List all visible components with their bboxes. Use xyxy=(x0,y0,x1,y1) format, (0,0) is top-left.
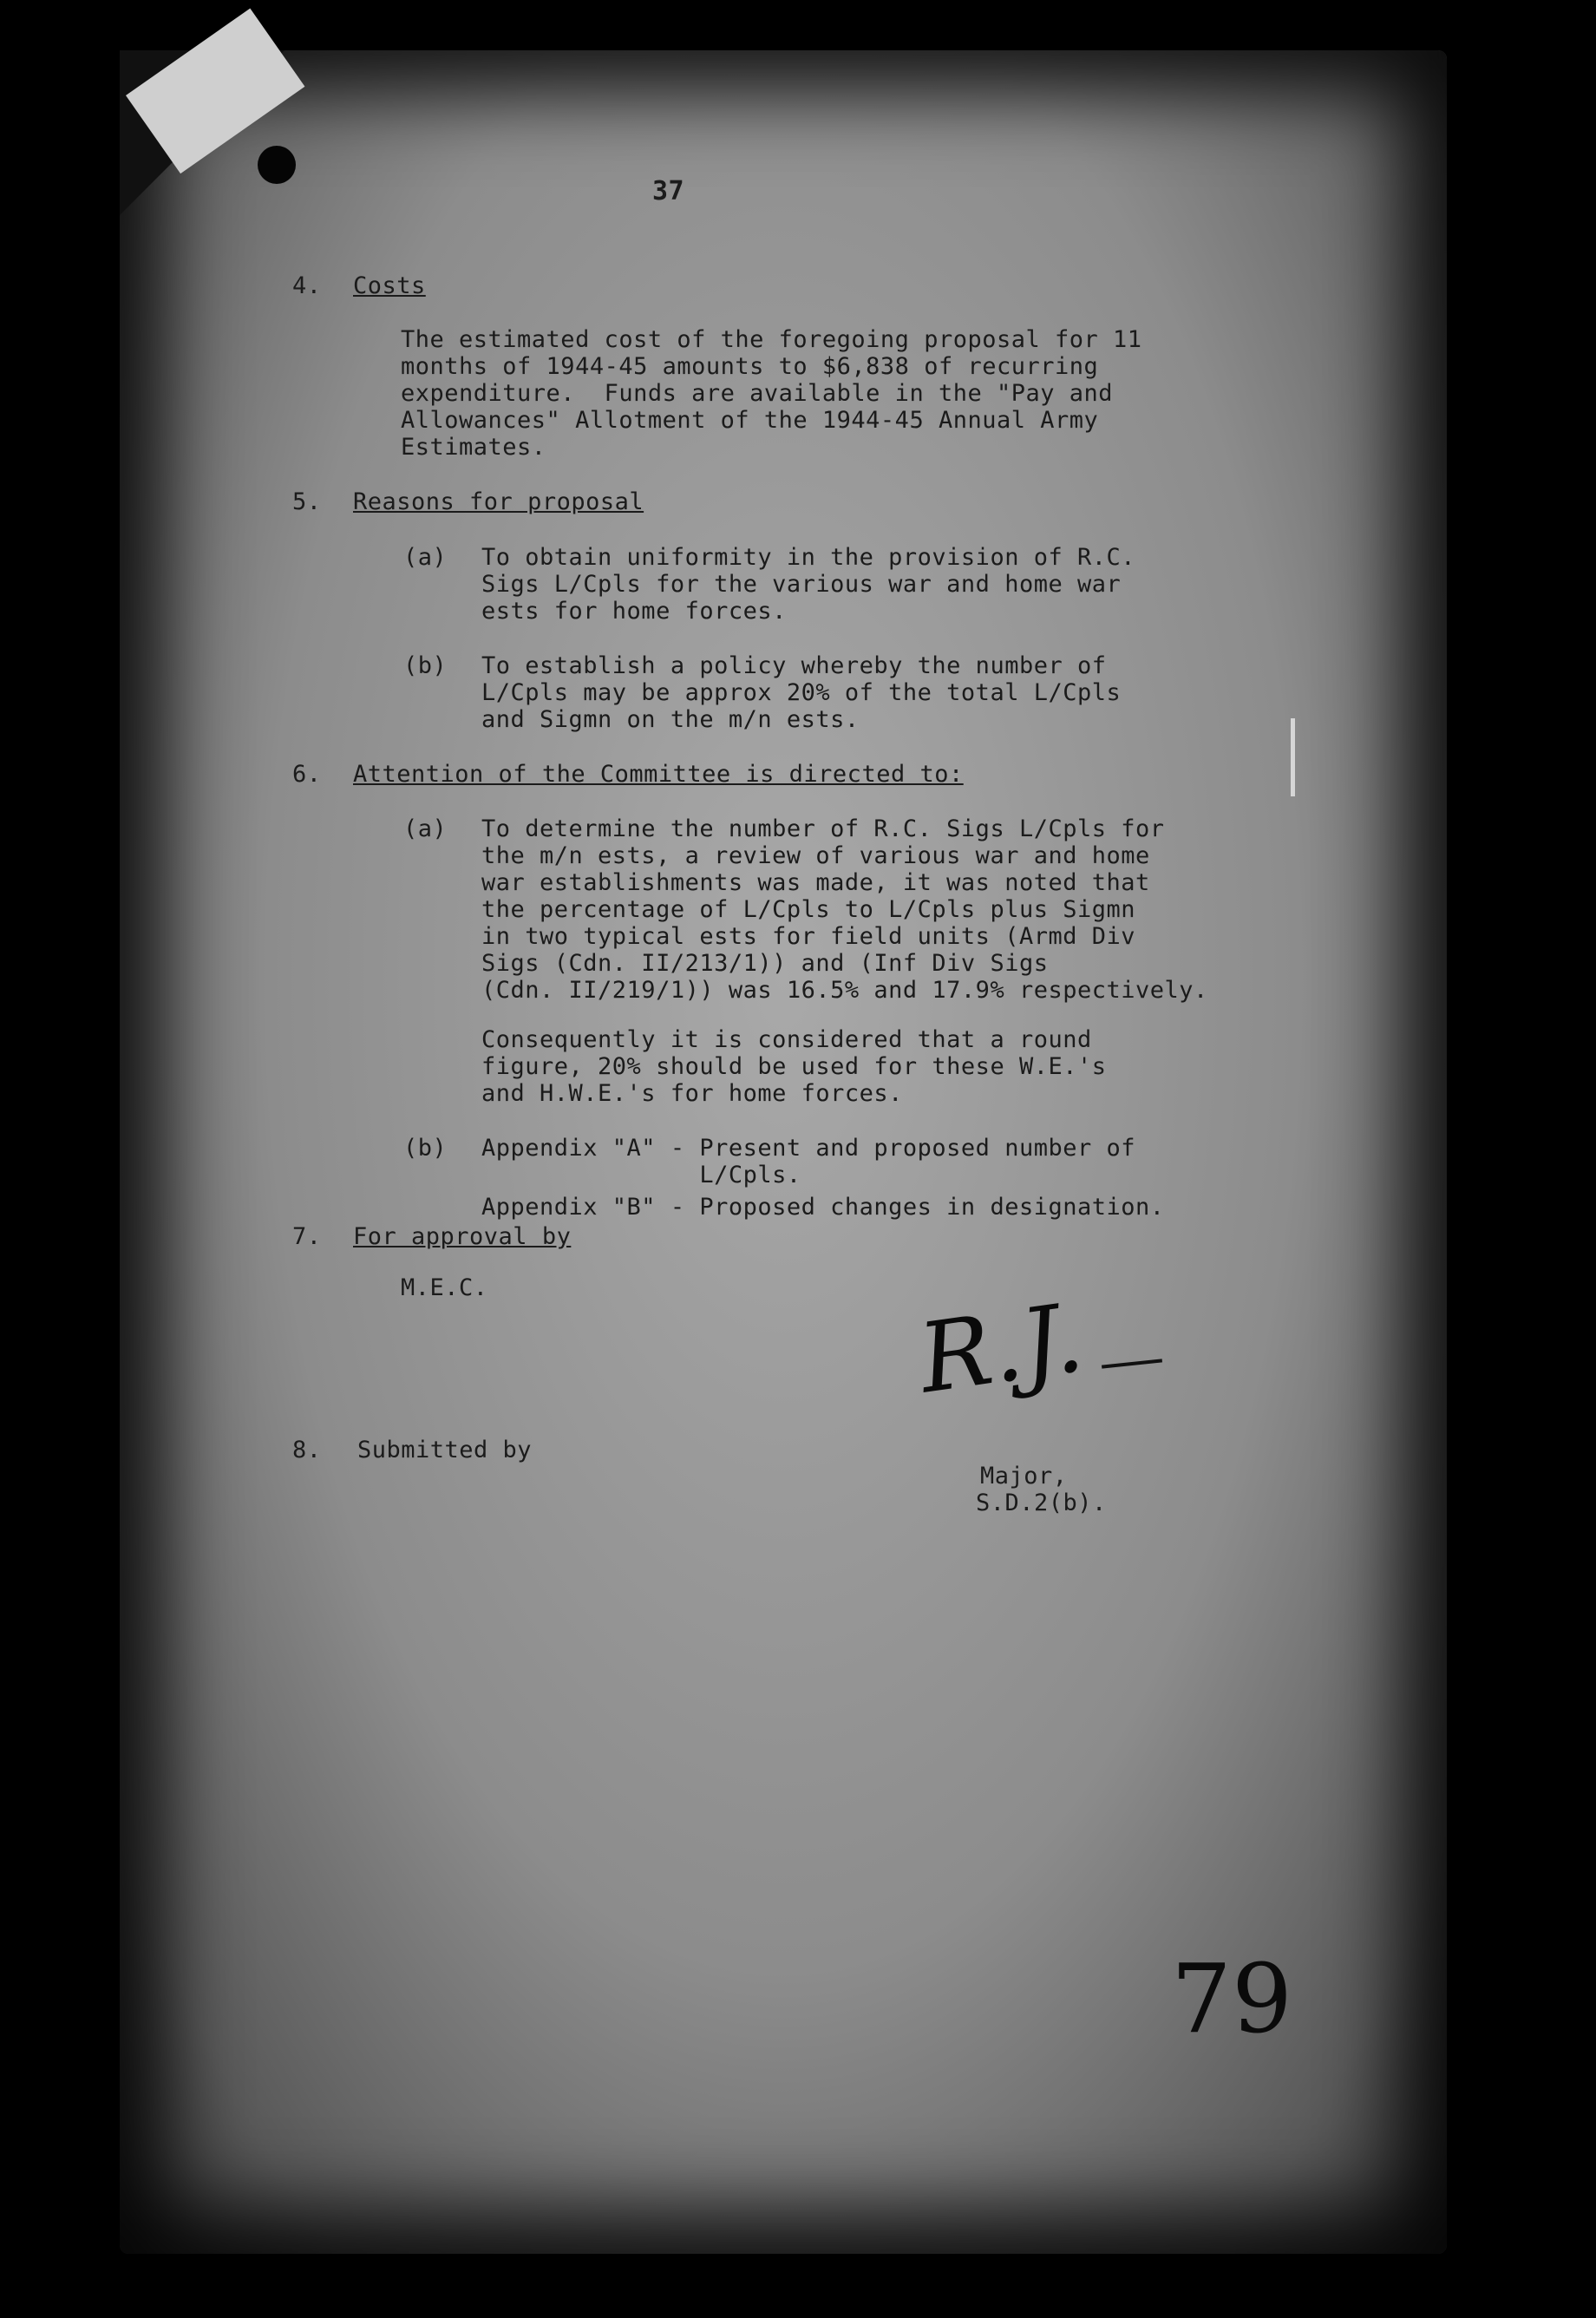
section-number: 7. xyxy=(292,1223,322,1250)
appendix-line: Appendix "A" - Present and proposed number of xyxy=(481,1135,1135,1162)
section-heading-costs: Costs xyxy=(353,272,426,299)
page-number: 37 xyxy=(652,176,685,206)
costs-line: The estimated cost of the foregoing proposal for 11 xyxy=(401,326,1142,353)
item-label: (a) xyxy=(403,815,448,842)
section-number: 8. xyxy=(292,1437,322,1463)
conclusion-line: figure, 20% should be used for these W.E.'s xyxy=(481,1053,1107,1080)
handwritten-signature: R.J. xyxy=(912,1281,1090,1415)
section-number: 5. xyxy=(292,488,322,515)
approver: M.E.C. xyxy=(401,1274,488,1301)
costs-line: expenditure. Funds are available in the "Pay and xyxy=(401,380,1114,407)
submitted-by-label: Submitted by xyxy=(357,1437,533,1463)
reason-line: To establish a policy whereby the number of xyxy=(481,652,1107,679)
signatory-rank: Major, xyxy=(980,1463,1068,1490)
reason-line: and Sigmn on the m/n ests. xyxy=(481,706,860,733)
attention-line: To determine the number of R.C. Sigs L/Cpls for xyxy=(481,815,1165,842)
section-heading-reasons: Reasons for proposal xyxy=(353,488,644,515)
conclusion-line: and H.W.E.'s for home forces. xyxy=(481,1080,903,1107)
margin-mark xyxy=(1291,718,1295,796)
conclusion-line: Consequently it is considered that a round xyxy=(481,1026,1092,1053)
costs-line: Allowances" Allotment of the 1944-45 Annual Army xyxy=(401,407,1099,434)
attention-line: war establishments was made, it was noted that xyxy=(481,869,1150,896)
section-number: 4. xyxy=(292,272,322,299)
item-label: (b) xyxy=(403,1135,448,1162)
reason-line: L/Cpls may be approx 20% of the total L/Cpls xyxy=(481,679,1122,706)
reason-line: To obtain uniformity in the provision of R.C. xyxy=(481,544,1135,571)
attention-line: the percentage of L/Cpls to L/Cpls plus Sigmn xyxy=(481,896,1135,923)
costs-line: months of 1944-45 amounts to $6,838 of recurring xyxy=(401,353,1099,380)
section-number: 6. xyxy=(292,761,322,788)
item-label: (b) xyxy=(403,652,448,679)
section-heading-attention: Attention of the Committee is directed to: xyxy=(353,761,964,788)
attention-line: in two typical ests for field units (Armd Div xyxy=(481,923,1135,950)
attention-line: Sigs (Cdn. II/213/1)) and (Inf Div Sigs xyxy=(481,950,1049,977)
item-label: (a) xyxy=(403,544,448,571)
folio-number: 79 xyxy=(1171,1943,1292,2054)
attention-line: the m/n ests, a review of various war and home xyxy=(481,842,1150,869)
section-heading-approval: For approval by xyxy=(353,1223,572,1250)
appendix-line: Appendix "B" - Proposed changes in designation. xyxy=(481,1194,1165,1221)
signatory-branch: S.D.2(b). xyxy=(976,1490,1107,1516)
reason-line: ests for home forces. xyxy=(481,598,787,625)
reason-line: Sigs L/Cpls for the various war and home war xyxy=(481,571,1122,598)
costs-line: Estimates. xyxy=(401,434,546,461)
appendix-line: L/Cpls. xyxy=(481,1162,801,1188)
attention-line: (Cdn. II/219/1)) was 16.5% and 17.9% respectively. xyxy=(481,977,1208,1004)
punch-hole xyxy=(258,146,296,184)
